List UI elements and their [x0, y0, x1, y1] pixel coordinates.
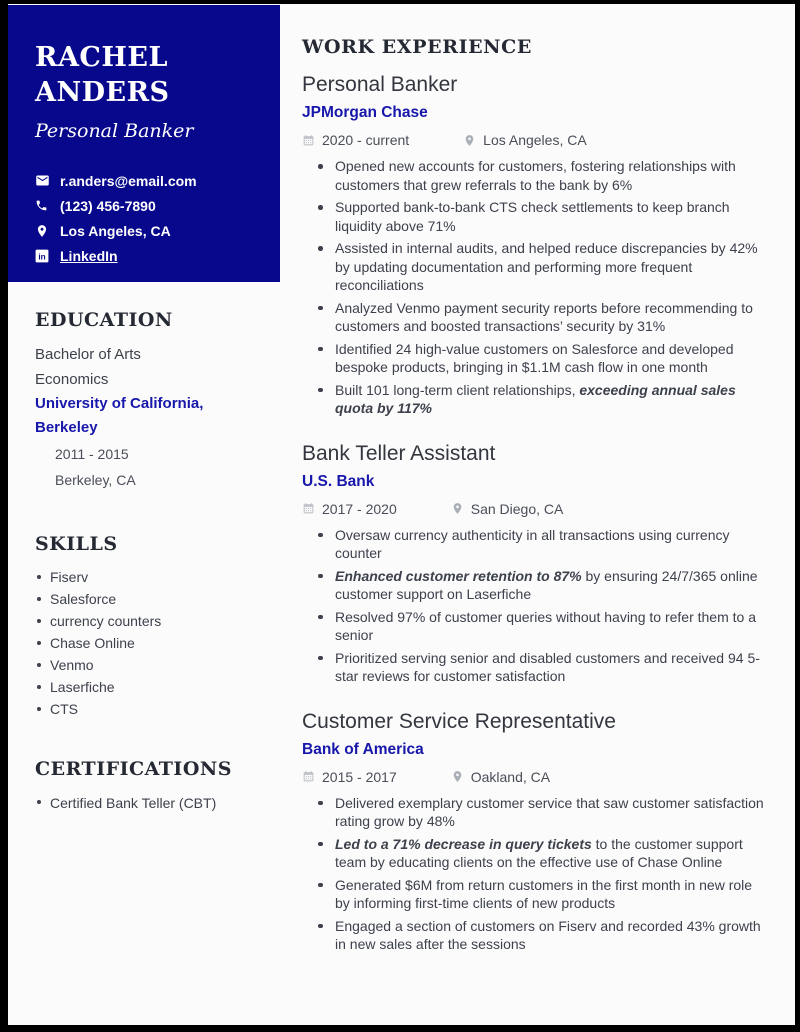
company-name-link[interactable]: U.S. Bank	[302, 472, 375, 490]
contact-text: Los Angeles, CA	[60, 222, 171, 239]
job-location: Oakland, CA	[470, 768, 551, 785]
bullet-item: Prioritized serving senior and disabled customers and received 94 5-star reviews for customer satisfaction	[302, 649, 767, 686]
contact-item[interactable]	[35, 243, 258, 268]
education-degree: Bachelor of Arts	[35, 346, 141, 363]
skill-item: Fiserv	[35, 566, 260, 588]
job-entry	[302, 708, 770, 954]
company-name-link[interactable]: JPMorgan Chase	[302, 104, 428, 121]
education-location: Berkeley, CA	[55, 472, 136, 488]
contact-text: (123) 456-7890	[60, 197, 156, 214]
skill-item: Venmo	[35, 654, 260, 676]
bullet-item: Analyzed Venmo payment security reports before recommending to customers and boosted transactions’ security by 31%	[302, 299, 767, 336]
education-school-link[interactable]: University of California, Berkeley	[35, 395, 204, 436]
sidebar-header	[8, 5, 280, 282]
job-bullets	[302, 157, 770, 418]
skill-item: Chase Online	[35, 632, 260, 654]
bullet-item: Delivered exemplary customer service that saw customer satisfaction rating grow by 48%	[302, 794, 767, 831]
contact-list	[35, 168, 258, 268]
location-pin-icon	[451, 770, 464, 783]
job-meta-row	[302, 129, 770, 151]
contact-text: r.anders@email.com	[60, 172, 197, 189]
certifications-heading: CERTIFICATIONS	[35, 758, 232, 780]
skills-heading: SKILLS	[35, 533, 118, 555]
job-title: Customer Service Representative	[302, 709, 616, 733]
job-bullets	[302, 526, 770, 686]
email-icon	[35, 173, 52, 188]
education-dates-row	[35, 442, 260, 466]
certifications-list	[35, 791, 260, 815]
bullet-item: Assisted in internal audits, and helped reduce discrepancies by 42% by updating documentation and performing more frequent reconciliations	[302, 239, 767, 295]
location-icon	[35, 224, 52, 238]
calendar-icon	[302, 770, 315, 783]
job-location: San Diego, CA	[470, 500, 564, 517]
job-dates: 2020 - current	[322, 132, 410, 148]
job-entry	[302, 440, 770, 686]
job-meta-row	[302, 766, 770, 788]
bullet-item: Supported bank-to-bank CTS check settlements to keep branch liquidity above 71%	[302, 198, 767, 235]
contact-text[interactable]: LinkedIn	[60, 247, 118, 264]
skills-section	[8, 532, 280, 720]
svg-text:in: in	[38, 252, 46, 261]
education-heading: EDUCATION	[35, 309, 173, 331]
job-title: Bank Teller Assistant	[302, 441, 496, 465]
linkedin-icon	[35, 249, 52, 263]
job-meta-row	[302, 498, 770, 520]
education-field: Economics	[35, 370, 109, 388]
contact-item	[35, 218, 258, 243]
job-dates: 2015 - 2017	[322, 768, 397, 785]
certifications-section	[8, 757, 280, 815]
bullet-item: Opened new accounts for customers, fostering relationships with customers that grew referrals to the bank by 6%	[302, 157, 767, 194]
bullet-item: Led to a 71% decrease in query tickets to the customer support team by educating clients on the effective use of Chase Online	[302, 835, 767, 872]
contact-item	[35, 168, 258, 193]
contact-item	[35, 193, 258, 218]
skill-item: CTS	[35, 698, 260, 720]
candidate-name: RACHEL ANDERS	[35, 42, 170, 108]
job-title: Personal Banker	[302, 73, 458, 96]
sidebar	[8, 4, 280, 815]
bullet-item: Resolved 97% of customer queries without having to refer them to a senior	[302, 608, 767, 645]
calendar-icon	[302, 134, 315, 147]
bullet-item: Identified 24 high-value customers on Salesforce and developed bespoke products, bringing in $1.1M cash flow in one month	[302, 340, 767, 377]
education-location-row	[35, 468, 260, 492]
bullet-item: Oversaw currency authenticity in all transactions using currency counter	[302, 526, 767, 563]
bullet-item: Enhanced customer retention to 87% by ensuring 24/7/365 online customer support on Laserfiche	[302, 567, 767, 604]
bullet-item: Built 101 long-term client relationships, exceeding annual sales quota by 117%	[302, 381, 767, 418]
job-bullets	[302, 794, 770, 954]
bullet-item: Generated $6M from return customers in the first month in new role by informing first-time clients of new products	[302, 876, 767, 913]
job-location: Los Angeles, CA	[483, 132, 587, 148]
resume-page	[8, 4, 795, 1025]
job-dates: 2017 - 2020	[322, 500, 397, 517]
skills-list	[35, 566, 260, 720]
job-entry	[302, 71, 770, 418]
education-section	[8, 308, 280, 492]
work-experience-heading: WORK EXPERIENCE	[302, 36, 532, 58]
candidate-job-title: Personal Banker	[35, 120, 194, 142]
phone-icon	[35, 199, 52, 212]
skill-item: Salesforce	[35, 588, 260, 610]
location-pin-icon	[451, 502, 464, 515]
jobs-container	[302, 71, 770, 954]
company-name-link[interactable]: Bank of America	[302, 740, 424, 758]
education-dates: 2011 - 2015	[55, 446, 129, 462]
work-experience-column	[302, 4, 770, 958]
skill-item: Laserfiche	[35, 676, 260, 698]
skill-item: currency counters	[35, 610, 260, 632]
calendar-icon	[302, 502, 315, 515]
bullet-item: Engaged a section of customers on Fiserv and recorded 43% growth in new sales after the sessions	[302, 917, 767, 954]
certification-item: Certified Bank Teller (CBT)	[35, 791, 260, 815]
location-pin-icon	[463, 134, 476, 147]
